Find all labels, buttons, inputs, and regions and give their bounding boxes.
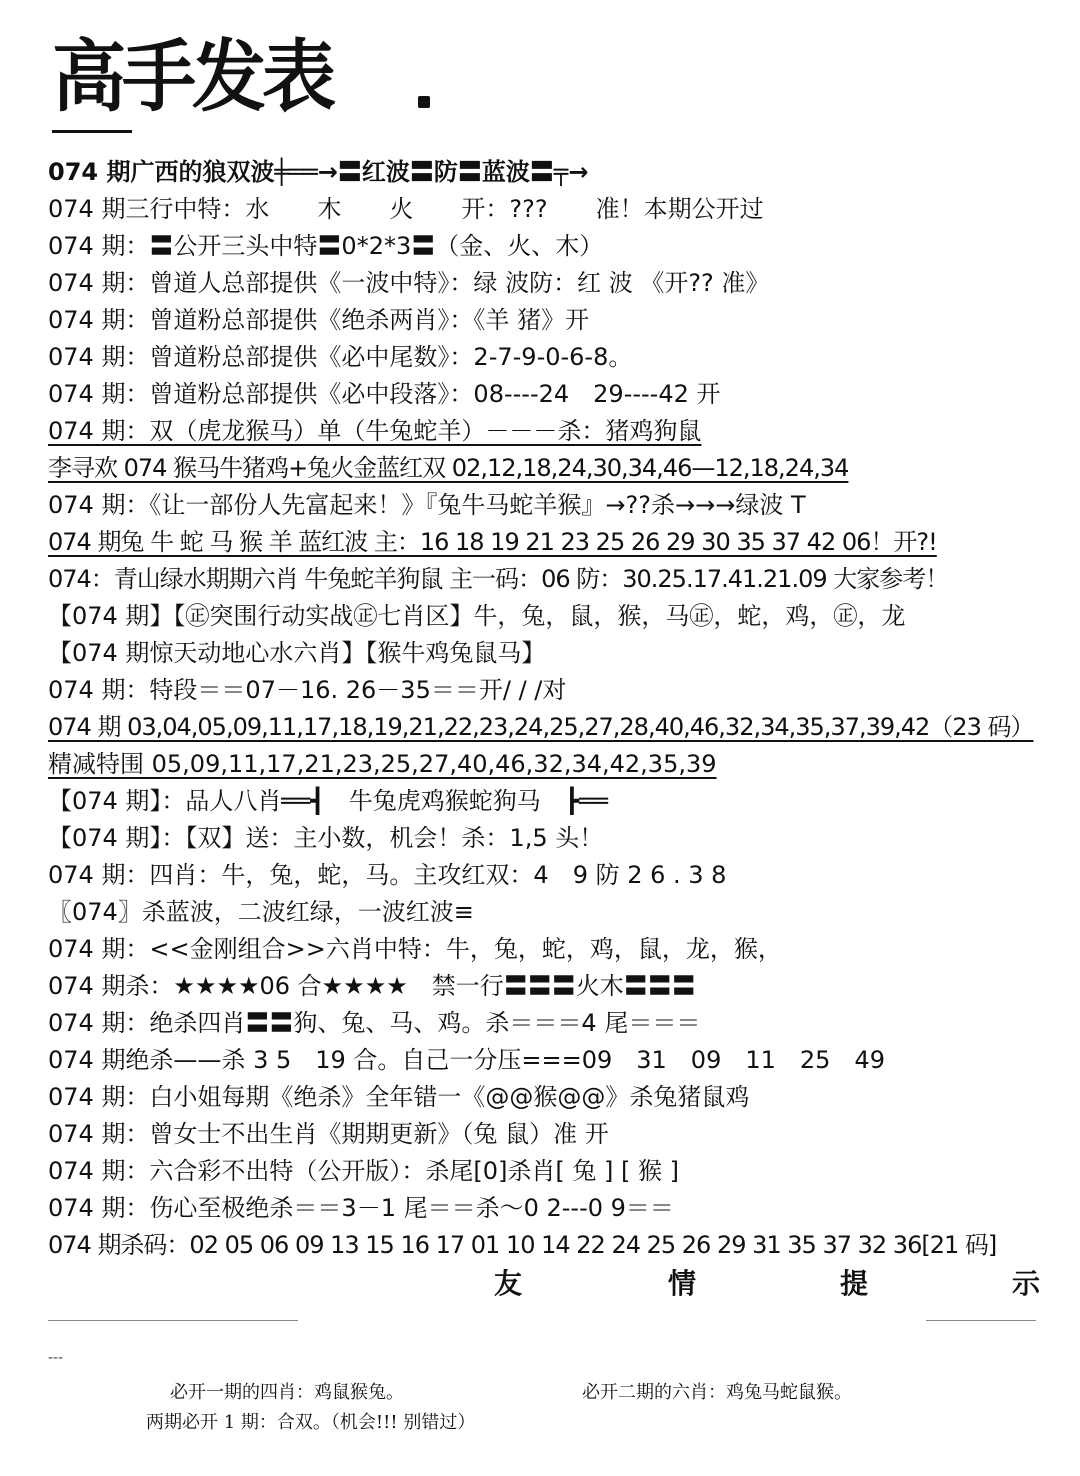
line-sha-lanbo: 〖074〗杀蓝波，二波红绿，一波红波≡ bbox=[48, 898, 474, 926]
line-xianfu: 074 期：《让一部份人先富起来！》『兔牛马蛇羊猴』→??杀→→→绿波 T bbox=[48, 491, 806, 519]
friendly-char-1: 友 bbox=[494, 1267, 523, 1300]
friendly-char-4: 示 bbox=[1012, 1267, 1041, 1300]
line-weishu: 074 期：曾道粉总部提供《必中尾数》：2-7-9-0-6-8。 bbox=[48, 343, 633, 371]
line-guangxi-wolf: 074 期广西的狼双波╪══→〓红波〓防〓蓝波〓╤→ bbox=[48, 158, 589, 186]
line-shangxin: 074 期：伤心至极绝杀＝＝3－1 尾＝＝杀～0 2---0 9＝＝ bbox=[48, 1194, 674, 1222]
line-sha-star: 074 期杀：★★★★06 合★★★★ 禁一行〓〓〓火木〓〓〓 bbox=[48, 972, 696, 1000]
line-juesha-sixiao: 074 期：绝杀四肖〓〓狗、兔、马、鸡。杀＝＝＝4 尾＝＝＝ bbox=[48, 1009, 701, 1037]
page-title: 高手发表 bbox=[52, 31, 332, 123]
line-juesha: 074 期绝杀——杀 3 5 19 合。自己一分压===09 31 09 11 25 49 bbox=[48, 1046, 885, 1074]
line-santou: 074 期：〓公开三头中特〓0*2*3〓（金、火、木） bbox=[48, 232, 604, 260]
friendly-char-2: 情 bbox=[668, 1267, 697, 1300]
footer-dash: --- bbox=[48, 1350, 64, 1366]
footer-rule-right bbox=[926, 1320, 1036, 1321]
note-two-periods: 两期必开 1 期：合双。（机会!!! 别错过） bbox=[146, 1412, 476, 1433]
line-jingjian: 精减特围 05,09,11,17,21,23,25,27,40,46,32,34,42,35,39 bbox=[48, 750, 717, 778]
note-four-zodiacs: 必开一期的四肖：鸡鼠猴兔。 bbox=[170, 1382, 404, 1403]
line-baixiaojie: 074 期：白小姐每期《绝杀》全年错一《@@猴@@》杀兔猪鼠鸡 bbox=[48, 1083, 750, 1111]
line-liuhecai: 074 期：六合彩不出特（公开版）：杀尾[0]杀肖[ 兔 ] [ 猴 ] bbox=[48, 1157, 680, 1185]
line-lanhongbo: 074 期兔 牛 蛇 马 猴 羊 蓝红波 主：16 18 19 21 23 25 26 29 30 35 37 42 06！开?! bbox=[48, 528, 937, 556]
friendly-char-3: 提 bbox=[840, 1267, 869, 1300]
line-lixunhuan: 李寻欢 074 猴马牛猪鸡+兔火金蓝红双 02,12,18,24,30,34,46—12,18,24,34 bbox=[48, 454, 849, 482]
line-pinren: 【074 期】：品人八肖══┫ 牛兔虎鸡猴蛇狗马 ┣══ bbox=[48, 787, 609, 815]
line-23-ma: 074 期 03,04,05,09,11,17,18,19,21,22,23,24,25,27,28,40,46,32,34,35,37,39,42（23 码） bbox=[48, 713, 1034, 741]
note-six-zodiacs: 必开二期的六肖：鸡兔马蛇鼠猴。 bbox=[582, 1382, 852, 1403]
line-jingang: 074 期：<<金刚组合>>六肖中特：牛，兔，蛇，鸡，鼠，龙，猴， bbox=[48, 935, 782, 963]
line-zengnvshi: 074 期：曾女士不出生肖《期期更新》（兔 鼠）准 开 bbox=[48, 1120, 609, 1148]
line-tuwei: 【074 期】【㊣突围行动实战㊣七肖区】牛，兔，鼠，猴，马㊣，蛇，鸡，㊣，龙 bbox=[48, 602, 906, 630]
title-dot bbox=[418, 96, 430, 108]
line-sanhang: 074 期三行中特：水 木 火 开：??? 准！本期公开过 bbox=[48, 195, 764, 223]
footer-rule-left bbox=[48, 1320, 298, 1321]
line-song: 【074 期】：【双】送：主小数，机会！杀：1,5 头！ bbox=[48, 824, 604, 852]
prediction-list bbox=[48, 154, 1048, 1264]
line-duanluo: 074 期：曾道粉总部提供《必中段落》：08----24 29----42 开 bbox=[48, 380, 721, 408]
line-shama: 074 期杀码：02 05 06 09 13 15 16 17 01 10 14 22 24 25 26 29 31 35 37 32 36[21 码] bbox=[48, 1231, 997, 1259]
friendly-reminder-heading bbox=[48, 1262, 1040, 1302]
line-liangxiao: 074 期：曾道粉总部提供《绝杀两肖》：《羊 猪》开 bbox=[48, 306, 590, 334]
line-sixiao: 074 期：四肖：牛，兔，蛇，马。主攻红双：4 9 防 2 6 . 3 8 bbox=[48, 861, 727, 889]
line-qingshan: 074：青山绿水期期六肖 牛兔蛇羊狗鼠 主一码：06 防：30.25.17.41.21.09 大家参考！ bbox=[48, 565, 949, 593]
line-teduan: 074 期：特段＝＝07－16. 26－35＝＝开/ / /对 bbox=[48, 676, 567, 704]
line-jingtian: 【074 期惊天动地心水六肖】【猴牛鸡兔鼠马】 bbox=[48, 639, 546, 667]
title-underline bbox=[52, 130, 132, 133]
line-dan-shuang: 074 期：双（虎龙猴马）单（牛兔蛇羊）－－－杀：猪鸡狗鼠 bbox=[48, 417, 702, 445]
line-yibo: 074 期：曾道人总部提供《一波中特》：绿 波防：红 波 《开?? 准》 bbox=[48, 269, 770, 297]
